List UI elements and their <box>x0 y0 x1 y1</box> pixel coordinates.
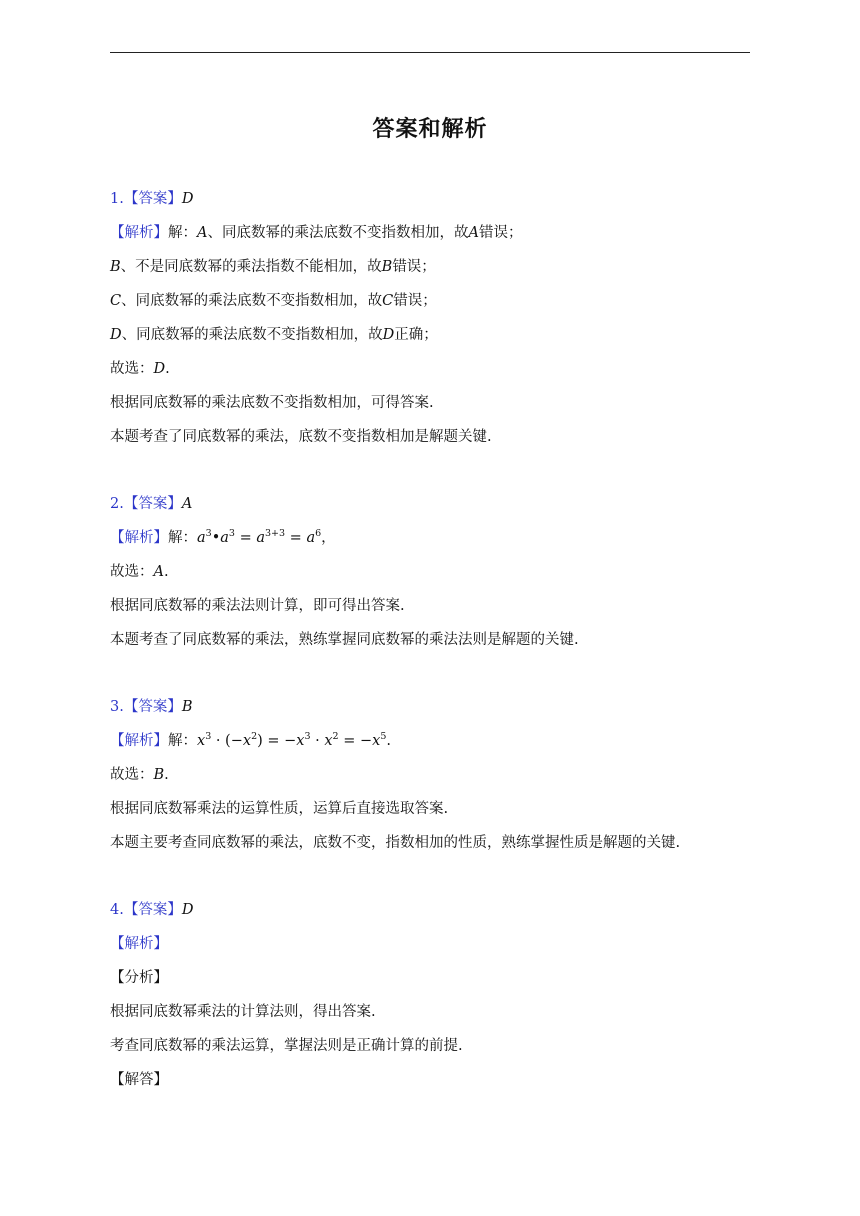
q4-note: 考查同底数幂的乘法运算，掌握法则是正确计算的前提. <box>110 1038 463 1054</box>
q2-answer-tag: 【答案】 <box>123 496 182 512</box>
q3-solve-prefix: 解： <box>168 733 197 749</box>
q1-option-letter: A <box>468 225 479 241</box>
q2-formula: $a^3•a^3 = a^{3+3} = a^6$ <box>197 528 322 546</box>
q3-analysis-line <box>110 731 391 751</box>
q3-summary: 本题主要考查同底数幂的乘法，底数不变，指数相加的性质，熟练掌握性质是解题的关键. <box>110 835 681 851</box>
q2-choose-prefix: 故选： <box>110 564 154 580</box>
q1-analysis-line <box>110 223 522 243</box>
q3-answer: B <box>181 699 193 715</box>
q1-option-letter: B <box>381 259 393 275</box>
q1-option-letter: C <box>110 293 122 309</box>
q3-formula-end: . <box>386 733 391 749</box>
q1-line3-text: 、同底数幂的乘法底数不变指数相加，故 <box>121 293 383 309</box>
q1-analysis-tag: 【解析】 <box>110 225 168 241</box>
q3-formula: $x^3 \cdot (-x^2) = -x^3 \cdot x^2 = -x^5$ <box>197 731 387 749</box>
q4-answer: D <box>181 902 194 918</box>
q2-formula-end: ， <box>321 530 336 546</box>
q3-number: 3. <box>110 699 124 715</box>
q3-answer-line <box>110 697 193 717</box>
q4-jieda-tag: 【解答】 <box>110 1072 168 1088</box>
q1-choose-prefix: 故选： <box>110 361 154 377</box>
q2-choose-letter: A <box>153 564 164 580</box>
page-title: 答案和解析 <box>372 117 488 142</box>
q4-answer-line <box>110 900 193 920</box>
q1-line4-text: 、同底数幂的乘法底数不变指数相加，故 <box>121 327 383 343</box>
q4-basis: 根据同底数幂乘法的计算法则，得出答案. <box>110 1004 376 1020</box>
q1-line1-end: 错误； <box>478 225 523 241</box>
q3-answer-tag: 【答案】 <box>123 699 182 715</box>
q3-choose-prefix: 故选： <box>110 767 154 783</box>
q1-basis: 根据同底数幂的乘法底数不变指数相加，可得答案. <box>110 395 434 411</box>
q1-option-letter: A <box>197 225 208 241</box>
q1-number: 1. <box>110 191 124 207</box>
q4-analysis-tag: 【解析】 <box>110 936 168 952</box>
q2-answer: A <box>181 496 193 512</box>
q1-line3-end: 错误； <box>393 293 437 309</box>
q3-choose-line <box>110 765 169 785</box>
q1-line3 <box>110 291 437 311</box>
q1-line1-text: 、同底数幂的乘法底数不变指数相加，故 <box>207 225 469 241</box>
q2-solve-prefix: 解： <box>168 530 197 546</box>
q1-answer-line <box>110 189 193 209</box>
q1-option-letter: D <box>382 327 395 343</box>
q1-line4 <box>110 325 438 345</box>
q2-summary: 本题考查了同底数幂的乘法，熟练掌握同底数幂的乘法法则是解题的关键. <box>110 632 579 648</box>
q4-fenxi-tag: 【分析】 <box>110 970 168 986</box>
q1-choose-end: . <box>165 361 170 377</box>
q1-line2-text: 、不是同底数幂的乘法指数不能相加，故 <box>120 259 382 275</box>
q2-analysis-tag: 【解析】 <box>110 530 168 546</box>
q1-option-letter: D <box>110 327 122 343</box>
q1-option-letter: C <box>382 293 394 309</box>
q2-number: 2. <box>110 496 124 512</box>
q2-analysis-line <box>110 528 336 548</box>
q1-choose-line <box>110 359 170 379</box>
q1-option-letter: B <box>110 259 121 275</box>
q1-summary: 本题考查了同底数幂的乘法，底数不变指数相加是解题关键. <box>110 429 492 445</box>
q4-answer-tag: 【答案】 <box>123 902 182 918</box>
q1-line4-end: 正确； <box>394 327 438 343</box>
q1-choose-letter: D <box>153 361 166 377</box>
q1-answer-tag: 【答案】 <box>123 191 182 207</box>
q3-choose-letter: B <box>153 767 165 783</box>
q3-basis: 根据同底数幂乘法的运算性质，运算后直接选取答案. <box>110 801 449 817</box>
header-rule <box>110 52 750 53</box>
q2-basis: 根据同底数幂的乘法法则计算，即可得出答案. <box>110 598 405 614</box>
q3-choose-end: . <box>164 767 169 783</box>
q3-analysis-tag: 【解析】 <box>110 733 168 749</box>
q1-line2-end: 错误； <box>392 259 436 275</box>
q1-solve-prefix: 解： <box>168 225 197 241</box>
q2-choose-end: . <box>163 564 169 580</box>
q4-number: 4. <box>110 902 124 918</box>
q1-answer: D <box>181 191 194 207</box>
q2-choose-line <box>110 562 169 582</box>
q2-answer-line <box>110 494 192 514</box>
q1-line2 <box>110 257 436 277</box>
